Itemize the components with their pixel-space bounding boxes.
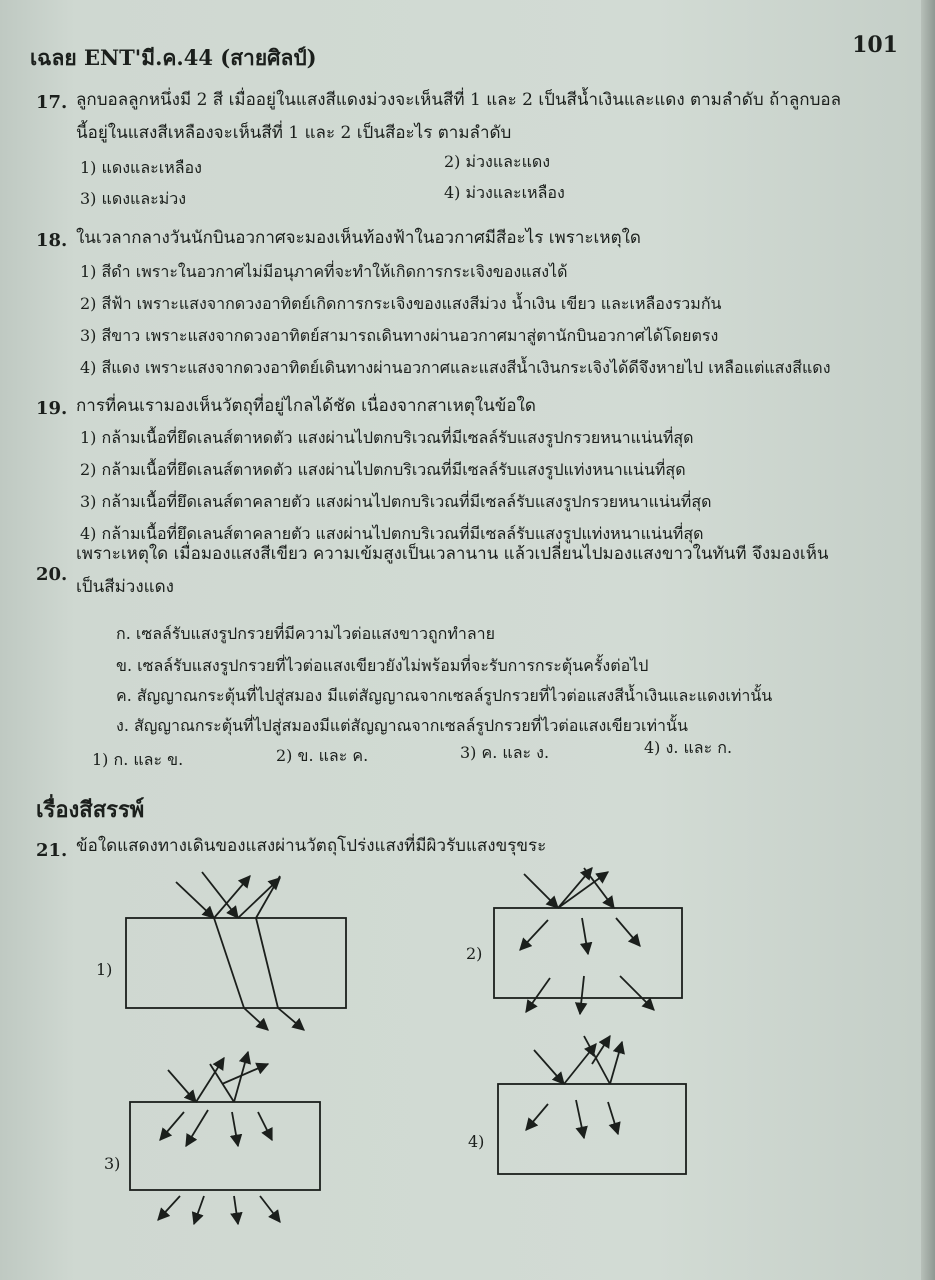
option-1: 1) แดงและเหลือง	[80, 158, 202, 177]
section-title: เรื่องสีสรรพ์	[36, 798, 145, 823]
option-4: 4) ง. และ ก.	[644, 738, 733, 757]
question-text: ข้อใดแสดงทางเดินของแสงผ่านวัตถุโปร่งแสงที่มีผิวรับแสงขรุขระ	[76, 836, 547, 856]
statement-b: ข. เซลล์รับแสงรูปกรวยที่ไวต่อแสงเขียวยังไม่พร้อมที่จะรับการกระตุ้นครั้งต่อไป	[116, 656, 649, 675]
page-number: 101	[852, 32, 898, 58]
option-2: 2) ม่วงและแดง	[444, 152, 551, 171]
diagram-label-3: 3)	[104, 1154, 121, 1173]
diagram-label-2: 2)	[466, 944, 483, 963]
option-2: 2) ข. และ ค.	[276, 746, 369, 765]
option-3: 3) สีขาว เพราะแสงจากดวงอาทิตย์สามารถเดินทางผ่านอวกาศมาสู่ตานักบินอวกาศได้โดยตรง	[80, 326, 719, 345]
statement-a: ก. เซลล์รับแสงรูปกรวยที่มีความไวต่อแสงขาวถูกทำลาย	[116, 624, 496, 643]
question-text: ลูกบอลลูกหนึ่งมี 2 สี เมื่ออยู่ในแสงสีแดงม่วงจะเห็นสีที่ 1 และ 2 เป็นสีน้ำเงินและแดง ตามลำดับ ถ้าลูกบอลนี้อยู่ในแสงสีเหลืองจะเห็นสีที่ 1 และ 2 เป็นสีอะไร ตามลำดับ	[76, 90, 841, 143]
page-edge-shadow	[921, 0, 935, 1280]
page-header	[30, 32, 910, 78]
header-title: เฉลย ENT'มี.ค.44 (สายศิลป์)	[30, 45, 317, 70]
option-4: 4) สีแดง เพราะแสงจากดวงอาทิตย์เดินทางผ่านอวกาศและแสงสีน้ำเงินกระเจิงได้ดีจึงหายไป เหลือแต่แสงสีแดง	[80, 358, 831, 377]
question-text: การที่คนเรามองเห็นวัตถุที่อยู่ไกลได้ชัด เนื่องจากสาเหตุในข้อใด	[76, 396, 536, 416]
diagram-2	[488, 860, 688, 1025]
option-1: 1) สีดำ เพราะในอวกาศไม่มีอนุภาคที่จะทำให้เกิดการกระเจิงของแสงได้	[80, 262, 568, 281]
question-number: 20.	[36, 564, 68, 585]
option-3: 3) ค. และ ง.	[460, 743, 550, 762]
statement-d: ง. สัญญาณกระตุ้นที่ไปสู่สมองมีแต่สัญญาณจากเซลล์รูปกรวยที่ไวต่อแสงเขียวเท่านั้น	[116, 716, 688, 735]
statement-c: ค. สัญญาณกระตุ้นที่ไปสู่สมอง มีแต่สัญญาณจากเซลล์รูปกรวยที่ไวต่อแสงสีน้ำเงินและแดงเท่านั้น	[116, 686, 773, 705]
diagram-1	[120, 866, 350, 1036]
option-2: 2) กล้ามเนื้อที่ยึดเลนส์ตาหดตัว แสงผ่านไปตกบริเวณที่มีเซลล์รับแสงรูปแท่งหนาแน่นที่สุด	[80, 460, 686, 479]
diagram-label-4: 4)	[468, 1132, 485, 1151]
question-text: ในเวลากลางวันนักบินอวกาศจะมองเห็นท้องฟ้าในอวกาศมีสีอะไร เพราะเหตุใด	[76, 228, 641, 248]
question-number: 17.	[36, 92, 68, 113]
question-text: เพราะเหตุใด เมื่อมองแสงสีเขียว ความเข้มสูงเป็นเวลานาน แล้วเปลี่ยนไปมองแสงขาวในทันที จึงมองเห็นเป็นสีม่วงแดง	[76, 544, 829, 597]
option-1: 1) ก. และ ข.	[92, 750, 184, 769]
question-number: 21.	[36, 840, 68, 861]
option-4: 4) ม่วงและเหลือง	[444, 183, 565, 202]
question-number: 18.	[36, 230, 68, 251]
option-3: 3) กล้ามเนื้อที่ยึดเลนส์ตาคลายตัว แสงผ่านไปตกบริเวณที่มีเซลล์รับแสงรูปกรวยหนาแน่นที่สุด	[80, 492, 712, 511]
diagram-3	[124, 1050, 334, 1228]
option-1: 1) กล้ามเนื้อที่ยึดเลนส์ตาหดตัว แสงผ่านไปตกบริเวณที่มีเซลล์รับแสงรูปกรวยหนาแน่นที่สุด	[80, 428, 694, 447]
diagram-4	[492, 1030, 692, 1180]
question-number: 19.	[36, 398, 68, 419]
option-4: 4) กล้ามเนื้อที่ยึดเลนส์ตาคลายตัว แสงผ่านไปตกบริเวณที่มีเซลล์รับแสงรูปแท่งหนาแน่นที่สุด	[80, 524, 704, 543]
option-2: 2) สีฟ้า เพราะแสงจากดวงอาทิตย์เกิดการกระเจิงของแสงสีม่วง น้ำเงิน เขียว และเหลืองรวมกัน	[80, 294, 722, 313]
option-3: 3) แดงและม่วง	[80, 189, 187, 208]
diagram-label-1: 1)	[96, 960, 113, 979]
